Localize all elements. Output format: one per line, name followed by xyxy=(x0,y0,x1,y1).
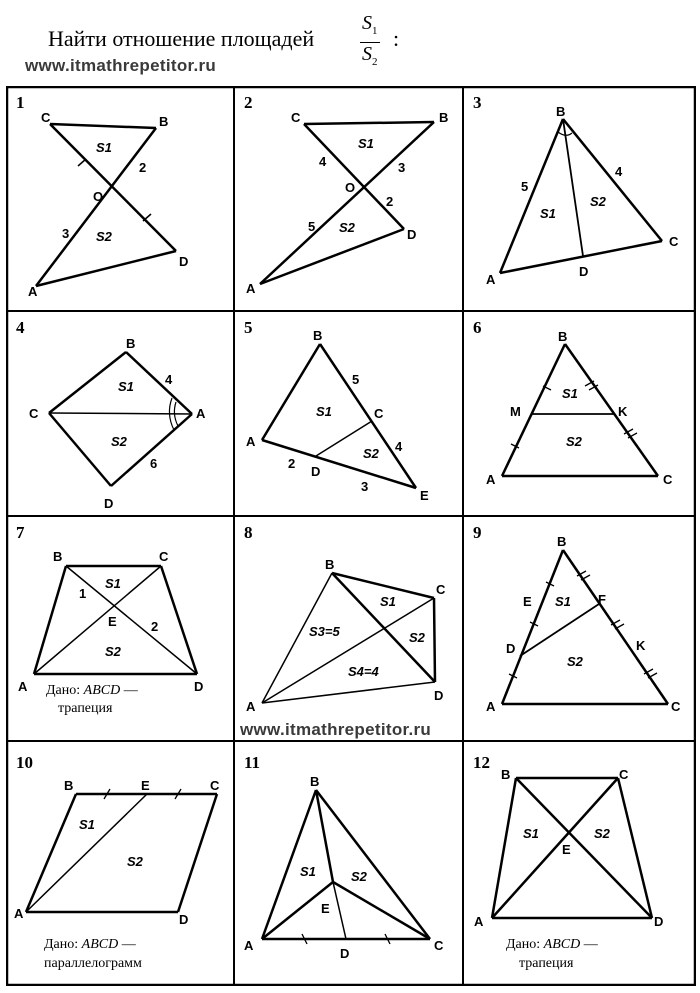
svg-text:5: 5 xyxy=(352,372,360,387)
svg-text:A: A xyxy=(244,938,254,953)
svg-text:D: D xyxy=(434,688,444,703)
svg-text:D: D xyxy=(179,912,189,927)
svg-text:C: C xyxy=(210,778,220,793)
problem-3 xyxy=(473,93,679,287)
svg-text:E: E xyxy=(321,901,330,916)
svg-text:D: D xyxy=(179,254,189,269)
svg-text:3: 3 xyxy=(62,226,70,241)
svg-text:6: 6 xyxy=(150,456,158,471)
svg-text:S2: S2 xyxy=(409,630,425,645)
svg-text:O: O xyxy=(345,180,356,195)
svg-text:A: A xyxy=(246,281,256,296)
svg-text:B: B xyxy=(64,778,74,793)
svg-text:C: C xyxy=(436,582,446,597)
svg-text:E: E xyxy=(108,614,117,629)
svg-text:F: F xyxy=(598,592,606,607)
svg-text:B: B xyxy=(126,336,136,351)
problem-8 xyxy=(244,523,446,714)
svg-text:E: E xyxy=(420,488,429,503)
svg-text:S1: S1 xyxy=(523,826,539,841)
svg-text:Дано: ABCD —: Дано: ABCD — xyxy=(506,937,598,952)
svg-text:S2: S2 xyxy=(590,194,606,209)
svg-text:A: A xyxy=(196,406,206,421)
svg-text:3: 3 xyxy=(473,93,482,112)
svg-text:трапеция: трапеция xyxy=(519,956,574,971)
svg-text:D: D xyxy=(654,914,664,929)
svg-text:B: B xyxy=(439,110,449,125)
svg-text:M: M xyxy=(510,404,521,419)
svg-text:7: 7 xyxy=(16,523,25,542)
svg-text:S2: S2 xyxy=(127,854,143,869)
svg-text:9: 9 xyxy=(473,523,482,542)
problem-10 xyxy=(14,753,220,971)
svg-text:C: C xyxy=(41,110,51,125)
svg-text:C: C xyxy=(29,406,39,421)
svg-text:2: 2 xyxy=(386,194,394,209)
svg-text:S2: S2 xyxy=(111,434,127,449)
svg-text:12: 12 xyxy=(473,753,490,772)
svg-text:O: O xyxy=(93,189,104,204)
problem-5 xyxy=(244,318,429,503)
svg-text:S2: S2 xyxy=(96,229,112,244)
watermark-middle: www.itmathrepetitor.ru xyxy=(240,720,432,739)
svg-text:A: A xyxy=(486,472,496,487)
svg-text:C: C xyxy=(619,767,629,782)
svg-text:S1: S1 xyxy=(316,404,332,419)
svg-text:S2: S2 xyxy=(566,434,582,449)
svg-text:A: A xyxy=(246,699,256,714)
svg-text:A: A xyxy=(474,914,484,929)
svg-text:C: C xyxy=(663,472,673,487)
svg-text:Дано: ABCD —: Дано: ABCD — xyxy=(46,683,138,698)
svg-text:10: 10 xyxy=(16,753,33,772)
area-ratio: $\frac{S_1}{S_2}$ xyxy=(362,12,378,68)
svg-text:B: B xyxy=(556,104,566,119)
svg-text:C: C xyxy=(434,938,444,953)
task-title: Найти отношение площадей $\frac{S_1}{S_2}$ : xyxy=(48,12,688,68)
svg-text:C: C xyxy=(159,549,169,564)
problem-6 xyxy=(473,318,673,487)
svg-text:S1: S1 xyxy=(79,817,95,832)
svg-text:B: B xyxy=(501,767,511,782)
svg-text:2: 2 xyxy=(288,456,296,471)
svg-text:C: C xyxy=(374,406,384,421)
svg-text:B: B xyxy=(159,114,169,129)
svg-text:4: 4 xyxy=(615,164,623,179)
svg-text:2: 2 xyxy=(151,619,159,634)
svg-text:5: 5 xyxy=(244,318,253,337)
svg-text:E: E xyxy=(523,594,532,609)
svg-text:D: D xyxy=(407,227,417,242)
svg-text:4: 4 xyxy=(395,439,403,454)
svg-text:S1: S1 xyxy=(562,386,578,401)
task-text: Найти отношение площадей xyxy=(48,26,315,51)
svg-text:D: D xyxy=(311,464,321,479)
problems-grid xyxy=(6,86,696,986)
svg-text:S1: S1 xyxy=(105,576,121,591)
svg-text:A: A xyxy=(18,679,28,694)
svg-text:A: A xyxy=(246,434,256,449)
svg-text:A: A xyxy=(486,272,496,287)
svg-text:B: B xyxy=(557,534,567,549)
svg-text:Дано: ABCD —: Дано: ABCD — xyxy=(44,937,136,952)
svg-text:S1: S1 xyxy=(555,594,571,609)
svg-text:D: D xyxy=(194,679,204,694)
svg-text:C: C xyxy=(291,110,301,125)
svg-text:A: A xyxy=(28,284,38,299)
problem-11 xyxy=(244,753,444,961)
svg-text:S1: S1 xyxy=(380,594,396,609)
svg-text:1: 1 xyxy=(79,586,87,601)
svg-text:11: 11 xyxy=(244,753,261,772)
svg-text:S1: S1 xyxy=(358,136,374,151)
svg-text:S1: S1 xyxy=(118,379,134,394)
svg-text:B: B xyxy=(313,328,323,343)
svg-text:C: C xyxy=(671,699,681,714)
svg-text:S1: S1 xyxy=(540,206,556,221)
svg-text:S2: S2 xyxy=(339,220,355,235)
problem-12 xyxy=(473,753,663,971)
svg-text:4: 4 xyxy=(165,372,173,387)
svg-text:K: K xyxy=(636,638,646,653)
svg-text:D: D xyxy=(506,641,516,656)
svg-text:5: 5 xyxy=(308,219,316,234)
svg-text:A: A xyxy=(14,906,24,921)
svg-text:2: 2 xyxy=(244,93,253,112)
svg-text:4: 4 xyxy=(319,154,327,169)
problem-1 xyxy=(16,93,188,299)
svg-text:B: B xyxy=(325,557,335,572)
svg-text:S2: S2 xyxy=(351,869,367,884)
problem-9 xyxy=(473,523,681,714)
problem-4 xyxy=(16,318,206,511)
svg-text:4: 4 xyxy=(16,318,25,337)
svg-text:B: B xyxy=(558,329,568,344)
svg-text:S1: S1 xyxy=(300,864,316,879)
svg-text:5: 5 xyxy=(521,179,529,194)
problem-7 xyxy=(16,523,203,716)
svg-text:параллелограмм: параллелограмм xyxy=(44,956,142,971)
svg-text:2: 2 xyxy=(139,160,147,175)
svg-text:S2: S2 xyxy=(105,644,121,659)
svg-text:B: B xyxy=(53,549,63,564)
svg-text:1: 1 xyxy=(16,93,25,112)
svg-text:B: B xyxy=(310,774,320,789)
svg-text:D: D xyxy=(104,496,114,511)
svg-text:S3=5: S3=5 xyxy=(309,624,340,639)
svg-text:S2: S2 xyxy=(567,654,583,669)
svg-text:8: 8 xyxy=(244,523,253,542)
svg-text:E: E xyxy=(141,778,150,793)
svg-text:трапеция: трапеция xyxy=(58,701,113,716)
svg-text:S4=4: S4=4 xyxy=(348,664,379,679)
svg-text:S2: S2 xyxy=(594,826,610,841)
svg-text:A: A xyxy=(486,699,496,714)
svg-text:S1: S1 xyxy=(96,140,112,155)
svg-text:D: D xyxy=(579,264,589,279)
svg-text:3: 3 xyxy=(398,160,406,175)
svg-text:K: K xyxy=(618,404,628,419)
svg-text:3: 3 xyxy=(361,479,369,494)
svg-text:S2: S2 xyxy=(363,446,379,461)
watermark-top: www.itmathrepetitor.ru xyxy=(25,56,217,75)
svg-text:C: C xyxy=(669,234,679,249)
svg-text:D: D xyxy=(340,946,350,961)
svg-text:E: E xyxy=(562,842,571,857)
problem-2 xyxy=(244,93,448,296)
svg-text:6: 6 xyxy=(473,318,482,337)
